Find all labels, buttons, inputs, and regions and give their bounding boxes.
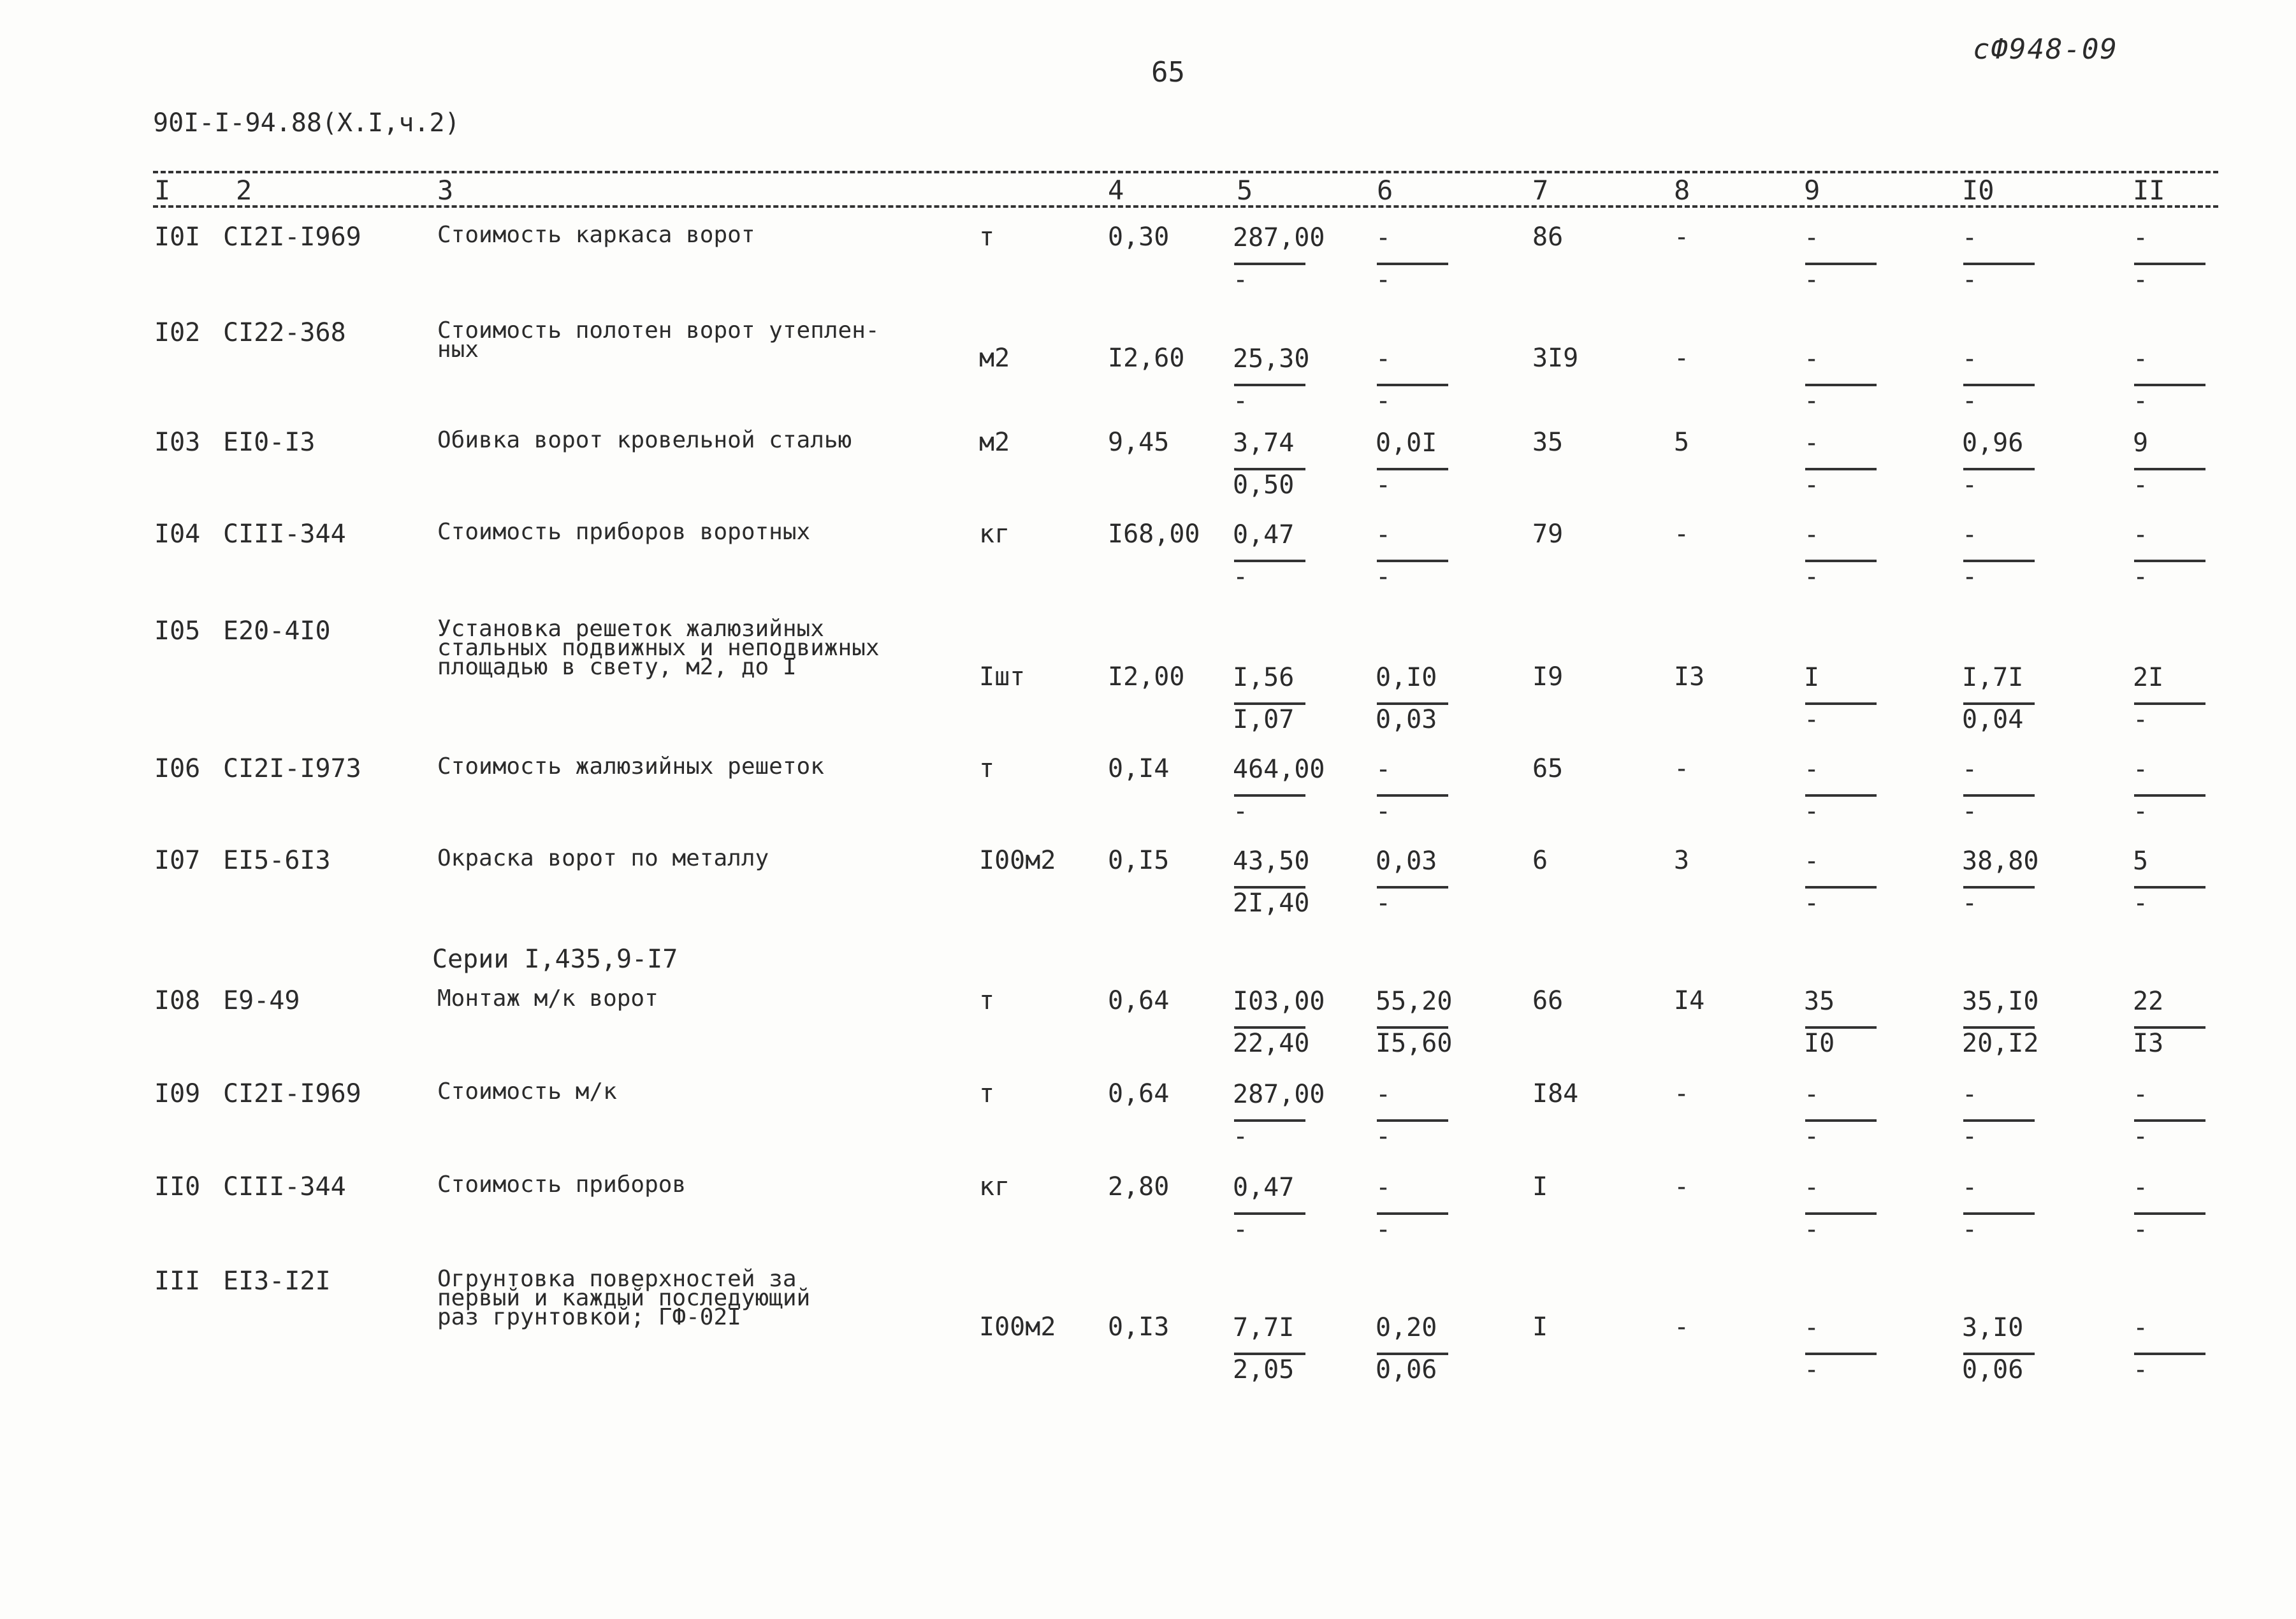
fraction-col-5 bbox=[1233, 344, 1328, 416]
denominator: - bbox=[1376, 562, 1391, 592]
header-col-11: II bbox=[2133, 175, 2165, 206]
col-7-value: 65 bbox=[1532, 754, 1564, 783]
denominator: - bbox=[2133, 1215, 2149, 1244]
fraction-col-9 bbox=[1804, 428, 1900, 500]
denominator: - bbox=[1804, 889, 1820, 918]
header-col-8: 8 bbox=[1674, 175, 1690, 206]
numerator: 464,00 bbox=[1233, 755, 1325, 784]
denominator: I3 bbox=[2133, 1029, 2164, 1058]
denominator: - bbox=[1233, 265, 1249, 294]
header-col-5: 5 bbox=[1237, 175, 1253, 206]
denominator: - bbox=[1804, 470, 1820, 500]
row-number: I03 bbox=[154, 428, 201, 457]
numerator: - bbox=[1804, 1080, 1820, 1109]
page-number: 65 bbox=[1151, 56, 1185, 89]
quantity: I68,00 bbox=[1108, 519, 1200, 549]
numerator: - bbox=[2133, 344, 2149, 374]
numerator: I bbox=[1804, 663, 1820, 692]
denominator: - bbox=[1804, 1215, 1820, 1244]
work-description: Огрунтовка поверхностей за первый и каждый последующий раз грунтовкой; ГФ-02I bbox=[437, 1266, 811, 1330]
denominator: 0,06 bbox=[1376, 1355, 1437, 1384]
unit: I00м2 bbox=[979, 846, 1056, 875]
fraction-col-6 bbox=[1376, 1313, 1471, 1384]
fraction-col-10 bbox=[1962, 344, 2058, 416]
fraction-col-11 bbox=[2133, 755, 2228, 826]
col-8-value: I3 bbox=[1674, 662, 1705, 692]
unit: кг bbox=[979, 1172, 1010, 1202]
denominator: - bbox=[2133, 470, 2149, 500]
denominator: - bbox=[1376, 1122, 1391, 1151]
numerator: - bbox=[2133, 755, 2149, 784]
numerator: - bbox=[1804, 1313, 1820, 1342]
fraction-col-6 bbox=[1376, 1080, 1471, 1151]
denominator: - bbox=[1962, 1215, 1978, 1244]
fraction-col-5 bbox=[1233, 663, 1328, 734]
denominator: - bbox=[1962, 562, 1978, 592]
numerator: - bbox=[2133, 1173, 2149, 1202]
fraction-col-5 bbox=[1233, 1173, 1328, 1244]
fraction-col-11 bbox=[2133, 1313, 2228, 1384]
numerator: 0,96 bbox=[1962, 428, 2024, 458]
series-note: Серии I,435,9-I7 bbox=[432, 945, 678, 974]
fraction-col-11 bbox=[2133, 223, 2228, 294]
unit: т bbox=[979, 1079, 995, 1108]
quantity: I2,00 bbox=[1108, 662, 1185, 692]
fraction-col-10 bbox=[1962, 1080, 2058, 1151]
fraction-col-10 bbox=[1962, 755, 2058, 826]
numerator: 287,00 bbox=[1233, 1080, 1325, 1109]
row-number: I06 bbox=[154, 754, 201, 783]
fraction-col-9 bbox=[1804, 223, 1900, 294]
fraction-col-6 bbox=[1376, 344, 1471, 416]
denominator: - bbox=[1233, 1215, 1249, 1244]
denominator: - bbox=[1804, 1122, 1820, 1151]
numerator: - bbox=[1376, 755, 1391, 784]
numerator: 35,I0 bbox=[1962, 987, 2039, 1016]
unit: т bbox=[979, 222, 995, 252]
fraction-col-9 bbox=[1804, 344, 1900, 416]
fraction-col-6 bbox=[1376, 520, 1471, 592]
denominator: - bbox=[1376, 470, 1391, 500]
numerator: - bbox=[1376, 1173, 1391, 1202]
numerator: - bbox=[1376, 1080, 1391, 1109]
row-number: III bbox=[154, 1267, 201, 1296]
denominator: - bbox=[1376, 797, 1391, 826]
col-8-value: - bbox=[1674, 344, 1690, 373]
fraction-col-10 bbox=[1962, 987, 2058, 1058]
quantity: I2,60 bbox=[1108, 344, 1185, 373]
numerator: 43,50 bbox=[1233, 846, 1310, 876]
fraction-col-9 bbox=[1804, 1173, 1900, 1244]
numerator: - bbox=[1962, 344, 1978, 374]
work-description: Стоимость приборов bbox=[437, 1172, 687, 1198]
denominator: I5,60 bbox=[1376, 1029, 1453, 1058]
denominator: 20,I2 bbox=[1962, 1029, 2039, 1058]
fraction-col-10 bbox=[1962, 223, 2058, 294]
header-col-1: I bbox=[154, 175, 171, 206]
numerator: - bbox=[2133, 520, 2149, 549]
row-number: I09 bbox=[154, 1079, 201, 1108]
price-code: CI2I-I969 bbox=[223, 222, 361, 252]
fraction-col-9 bbox=[1804, 520, 1900, 592]
numerator: - bbox=[1804, 223, 1820, 252]
header-bottom-rule bbox=[153, 205, 2218, 208]
fraction-col-6 bbox=[1376, 1173, 1471, 1244]
fraction-col-9 bbox=[1804, 1080, 1900, 1151]
denominator: - bbox=[1376, 1215, 1391, 1244]
col-7-value: I bbox=[1532, 1312, 1548, 1342]
numerator: 0,I0 bbox=[1376, 663, 1437, 692]
denominator: - bbox=[1962, 1122, 1978, 1151]
price-code: CI2I-I973 bbox=[223, 754, 361, 783]
denominator: - bbox=[2133, 1355, 2149, 1384]
denominator: - bbox=[1962, 797, 1978, 826]
numerator: - bbox=[1962, 1080, 1978, 1109]
header-col-4: 4 bbox=[1108, 175, 1124, 206]
numerator: - bbox=[2133, 1080, 2149, 1109]
quantity: 0,30 bbox=[1108, 222, 1170, 252]
numerator: 35 bbox=[1804, 987, 1835, 1016]
unit: т bbox=[979, 986, 995, 1015]
price-code: CIII-344 bbox=[223, 1172, 346, 1202]
denominator: - bbox=[1804, 265, 1820, 294]
numerator: - bbox=[1962, 223, 1978, 252]
fraction-col-11 bbox=[2133, 520, 2228, 592]
fraction-col-9 bbox=[1804, 663, 1900, 734]
col-7-value: 6 bbox=[1532, 846, 1548, 875]
unit: м2 bbox=[979, 344, 1010, 373]
numerator: - bbox=[1804, 344, 1820, 374]
fraction-col-9 bbox=[1804, 755, 1900, 826]
fraction-col-6 bbox=[1376, 846, 1471, 918]
fraction-col-9 bbox=[1804, 846, 1900, 918]
work-description: Стоимость приборов воротных bbox=[437, 519, 811, 545]
price-code: EI0-I3 bbox=[223, 428, 316, 457]
numerator: - bbox=[2133, 1313, 2149, 1342]
fraction-col-6 bbox=[1376, 987, 1471, 1058]
work-description: Окраска ворот по металлу bbox=[437, 845, 769, 871]
fraction-col-11 bbox=[2133, 1080, 2228, 1151]
denominator: - bbox=[1233, 386, 1249, 416]
denominator: - bbox=[1376, 386, 1391, 416]
fraction-col-6 bbox=[1376, 223, 1471, 294]
numerator: - bbox=[1376, 520, 1391, 549]
denominator: I,07 bbox=[1233, 705, 1295, 734]
work-description: Стоимость каркаса ворот bbox=[437, 222, 755, 248]
denominator: 0,06 bbox=[1962, 1355, 2024, 1384]
denominator: 2,05 bbox=[1233, 1355, 1295, 1384]
quantity: 0,I5 bbox=[1108, 846, 1170, 875]
col-7-value: 79 bbox=[1532, 519, 1564, 549]
col-7-value: 86 bbox=[1532, 222, 1564, 252]
work-description: Монтаж м/к ворот bbox=[437, 985, 658, 1012]
denominator: - bbox=[2133, 265, 2149, 294]
denominator: 0,03 bbox=[1376, 705, 1437, 734]
denominator: - bbox=[1233, 797, 1249, 826]
fraction-col-6 bbox=[1376, 755, 1471, 826]
numerator: - bbox=[1376, 223, 1391, 252]
row-number: II0 bbox=[154, 1172, 201, 1202]
denominator: I0 bbox=[1804, 1029, 1835, 1058]
fraction-col-11 bbox=[2133, 663, 2228, 734]
numerator: 3,74 bbox=[1233, 428, 1295, 458]
col-7-value: I84 bbox=[1532, 1079, 1579, 1108]
quantity: 0,64 bbox=[1108, 986, 1170, 1015]
denominator: - bbox=[1804, 562, 1820, 592]
col-7-value: 3I9 bbox=[1532, 344, 1579, 373]
numerator: - bbox=[1804, 846, 1820, 876]
unit: Iшт bbox=[979, 662, 1026, 692]
numerator: - bbox=[1376, 344, 1391, 374]
fraction-col-6 bbox=[1376, 428, 1471, 500]
work-description: Установка решеток жалюзийных стальных подвижных и неподвижных площадью в свету, м2, до I bbox=[437, 616, 880, 680]
work-description: Стоимость полотен ворот утеплен- ных bbox=[437, 317, 880, 363]
numerator: 2I bbox=[2133, 663, 2164, 692]
numerator: 38,80 bbox=[1962, 846, 2039, 876]
col-8-value: - bbox=[1674, 754, 1690, 783]
denominator: - bbox=[2133, 386, 2149, 416]
work-description: Стоимость м/к bbox=[437, 1078, 617, 1105]
col-8-value: 3 bbox=[1674, 846, 1690, 875]
col-8-value: - bbox=[1674, 1172, 1690, 1202]
fraction-col-10 bbox=[1962, 1173, 2058, 1244]
fraction-col-11 bbox=[2133, 987, 2228, 1058]
denominator: 0,04 bbox=[1962, 705, 2024, 734]
quantity: 2,80 bbox=[1108, 1172, 1170, 1202]
denominator: - bbox=[2133, 705, 2149, 734]
work-description: Стоимость жалюзийных решеток bbox=[437, 753, 824, 780]
numerator: 25,30 bbox=[1233, 344, 1310, 374]
denominator: 22,40 bbox=[1233, 1029, 1310, 1058]
price-code: CIII-344 bbox=[223, 519, 346, 549]
fraction-col-10 bbox=[1962, 663, 2058, 734]
numerator: 0,47 bbox=[1233, 520, 1295, 549]
numerator: - bbox=[1804, 428, 1820, 458]
row-number: I05 bbox=[154, 616, 201, 646]
row-number: I04 bbox=[154, 519, 201, 549]
fraction-col-10 bbox=[1962, 520, 2058, 592]
fraction-col-6 bbox=[1376, 663, 1471, 734]
price-code: EI5-6I3 bbox=[223, 846, 331, 875]
price-code: E9-49 bbox=[223, 986, 300, 1015]
denominator: - bbox=[1962, 265, 1978, 294]
col-8-value: - bbox=[1674, 519, 1690, 549]
unit: т bbox=[979, 754, 995, 783]
price-code: E20-4I0 bbox=[223, 616, 331, 646]
quantity: 0,I3 bbox=[1108, 1312, 1170, 1342]
denominator: - bbox=[1804, 797, 1820, 826]
quantity: 0,64 bbox=[1108, 1079, 1170, 1108]
fraction-col-9 bbox=[1804, 1313, 1900, 1384]
numerator: 0,20 bbox=[1376, 1313, 1437, 1342]
unit: I00м2 bbox=[979, 1312, 1056, 1342]
row-number: I07 bbox=[154, 846, 201, 875]
document-code: 90I-I-94.88(X.I,ч.2) bbox=[153, 108, 460, 138]
denominator: - bbox=[2133, 562, 2149, 592]
col-8-value: - bbox=[1674, 222, 1690, 252]
denominator: 0,50 bbox=[1233, 470, 1295, 500]
numerator: 0,47 bbox=[1233, 1173, 1295, 1202]
fraction-col-5 bbox=[1233, 428, 1328, 500]
col-8-value: - bbox=[1674, 1079, 1690, 1108]
denominator: - bbox=[1376, 265, 1391, 294]
numerator: 22 bbox=[2133, 987, 2164, 1016]
numerator: - bbox=[1962, 520, 1978, 549]
fraction-col-5 bbox=[1233, 520, 1328, 592]
quantity: 9,45 bbox=[1108, 428, 1170, 457]
numerator: 7,7I bbox=[1233, 1313, 1295, 1342]
col-7-value: 66 bbox=[1532, 986, 1564, 1015]
numerator: - bbox=[2133, 223, 2149, 252]
denominator: - bbox=[1962, 386, 1978, 416]
numerator: I,56 bbox=[1233, 663, 1295, 692]
col-7-value: I bbox=[1532, 1172, 1548, 1202]
denominator: - bbox=[1804, 705, 1820, 734]
unit: кг bbox=[979, 519, 1010, 549]
denominator: - bbox=[1962, 889, 1978, 918]
header-top-rule bbox=[153, 171, 2218, 173]
denominator: - bbox=[1962, 470, 1978, 500]
fraction-col-10 bbox=[1962, 1313, 2058, 1384]
numerator: - bbox=[1962, 1173, 1978, 1202]
numerator: 9 bbox=[2133, 428, 2149, 458]
price-code: CI22-368 bbox=[223, 318, 346, 347]
denominator: - bbox=[1804, 386, 1820, 416]
col-7-value: 35 bbox=[1532, 428, 1564, 457]
fraction-col-11 bbox=[2133, 428, 2228, 500]
fraction-col-11 bbox=[2133, 1173, 2228, 1244]
col-8-value: - bbox=[1674, 1312, 1690, 1342]
row-number: I08 bbox=[154, 986, 201, 1015]
col-8-value: I4 bbox=[1674, 986, 1705, 1015]
numerator: I,7I bbox=[1962, 663, 2024, 692]
numerator: 0,03 bbox=[1376, 846, 1437, 876]
row-number: I0I bbox=[154, 222, 201, 252]
archive-stamp: сФ948-09 bbox=[1973, 33, 2118, 66]
numerator: 287,00 bbox=[1233, 223, 1325, 252]
header-col-6: 6 bbox=[1377, 175, 1393, 206]
fraction-col-10 bbox=[1962, 428, 2058, 500]
numerator: - bbox=[1804, 1173, 1820, 1202]
fraction-col-5 bbox=[1233, 223, 1328, 294]
denominator: - bbox=[1804, 1355, 1820, 1384]
work-description: Обивка ворот кровельной сталью bbox=[437, 427, 852, 453]
unit: м2 bbox=[979, 428, 1010, 457]
fraction-col-5 bbox=[1233, 1080, 1328, 1151]
fraction-col-11 bbox=[2133, 344, 2228, 416]
fraction-col-5 bbox=[1233, 846, 1328, 918]
fraction-col-5 bbox=[1233, 987, 1328, 1058]
denominator: - bbox=[2133, 797, 2149, 826]
numerator: - bbox=[1804, 755, 1820, 784]
denominator: - bbox=[2133, 889, 2149, 918]
numerator: I03,00 bbox=[1233, 987, 1325, 1016]
numerator: 5 bbox=[2133, 846, 2149, 876]
numerator: 3,I0 bbox=[1962, 1313, 2024, 1342]
fraction-col-5 bbox=[1233, 755, 1328, 826]
denominator: - bbox=[1376, 889, 1391, 918]
numerator: 55,20 bbox=[1376, 987, 1453, 1016]
price-code: EI3-I2I bbox=[223, 1267, 331, 1296]
numerator: - bbox=[1804, 520, 1820, 549]
header-col-2: 2 bbox=[236, 175, 252, 206]
numerator: 0,0I bbox=[1376, 428, 1437, 458]
header-col-7: 7 bbox=[1532, 175, 1549, 206]
header-col-9: 9 bbox=[1804, 175, 1820, 206]
fraction-col-10 bbox=[1962, 846, 2058, 918]
price-code: CI2I-I969 bbox=[223, 1079, 361, 1108]
header-col-10: I0 bbox=[1962, 175, 1994, 206]
fraction-col-11 bbox=[2133, 846, 2228, 918]
denominator: - bbox=[1233, 1122, 1249, 1151]
col-7-value: I9 bbox=[1532, 662, 1564, 692]
numerator: - bbox=[1962, 755, 1978, 784]
row-number: I02 bbox=[154, 318, 201, 347]
denominator: - bbox=[1233, 562, 1249, 592]
fraction-col-5 bbox=[1233, 1313, 1328, 1384]
denominator: 2I,40 bbox=[1233, 889, 1310, 918]
fraction-col-9 bbox=[1804, 987, 1900, 1058]
col-8-value: 5 bbox=[1674, 428, 1690, 457]
denominator: - bbox=[2133, 1122, 2149, 1151]
header-col-3: 3 bbox=[437, 175, 454, 206]
quantity: 0,I4 bbox=[1108, 754, 1170, 783]
